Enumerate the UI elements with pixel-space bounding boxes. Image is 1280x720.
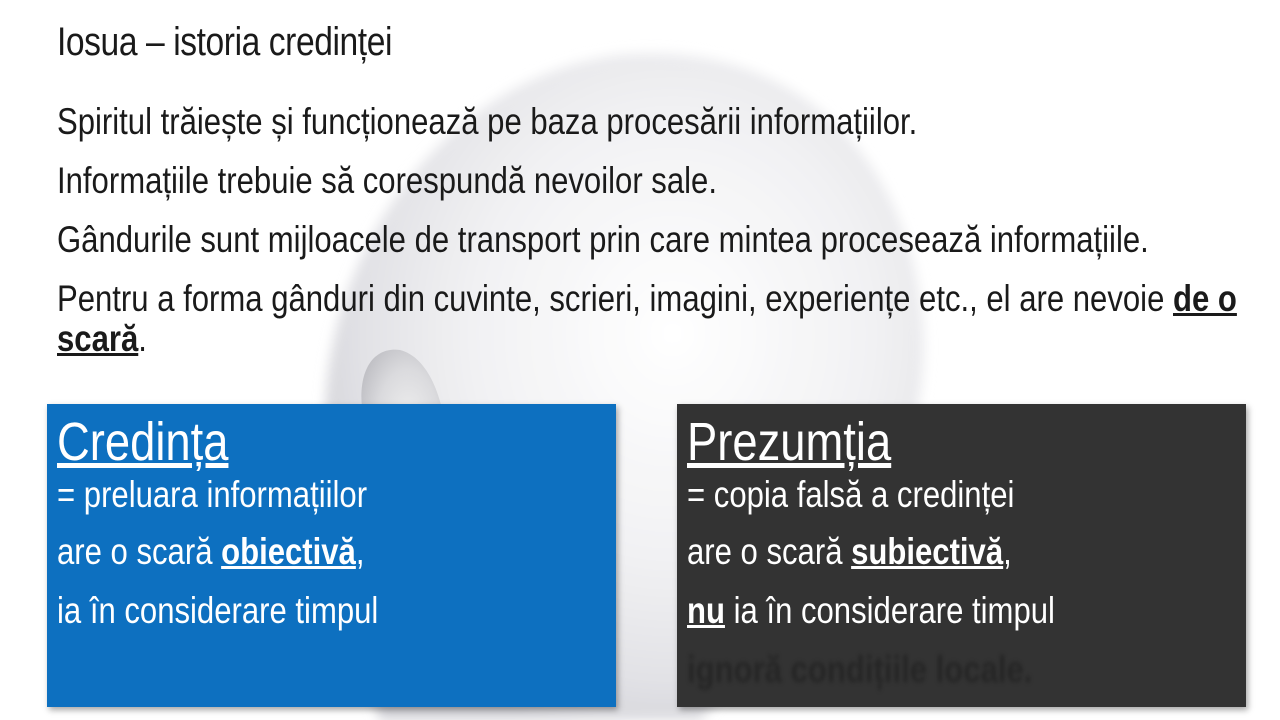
presumption-scale-line	[687, 522, 1241, 581]
bullet-scale	[57, 279, 1241, 359]
presumption-time-emphasis: nu	[687, 590, 725, 631]
presumption-definition: = copia falsă a credinței	[687, 474, 1015, 515]
bullet-information: Informațiile trebuie să corespundă nevoilor sale.	[57, 160, 717, 201]
faith-scale-line	[57, 522, 611, 581]
bullet-scale-emphasis: de o scară	[57, 278, 1237, 359]
faith-scale-text: are o scară	[57, 531, 222, 572]
presumption-local-emphasis: ignoră	[687, 649, 782, 690]
faith-scale-emphasis: obiectivă	[221, 531, 356, 572]
bullet-scale-text: Pentru a forma gânduri din cuvinte, scrieri, imagini, experiențe etc., el are nevoie	[57, 278, 1174, 319]
faith-heading: Credința	[57, 412, 229, 472]
presumption-time-line	[687, 581, 1241, 640]
faith-definition: = preluara informațiilor	[57, 474, 368, 515]
presumption-scale-text: are o scară	[687, 531, 852, 572]
presumption-local-text: condițiile locale.	[781, 649, 1033, 690]
faith-box	[47, 404, 616, 707]
presumption-scale-emphasis: subiectivă	[851, 531, 1004, 572]
slide-title: Iosua – istoria credinței	[57, 20, 393, 64]
presumption-heading: Prezumția	[687, 412, 892, 472]
presumption-local-line	[687, 640, 1241, 699]
bullet-spirit: Spiritul trăiește și funcționează pe baza procesării informațiilor.	[57, 101, 918, 142]
faith-time-line: ia în considerare timpul	[57, 590, 379, 631]
presumption-box	[677, 404, 1246, 707]
presumption-scale-end: ,	[1003, 531, 1012, 572]
bullet-thoughts: Gândurile sunt mijloacele de transport prin care mintea procesează informațiile.	[57, 219, 1149, 260]
bullet-scale-end: .	[138, 318, 147, 359]
faith-scale-end: ,	[355, 531, 365, 572]
presumption-time-text: ia în considerare timpul	[724, 590, 1055, 631]
bullet-list	[57, 92, 1237, 359]
